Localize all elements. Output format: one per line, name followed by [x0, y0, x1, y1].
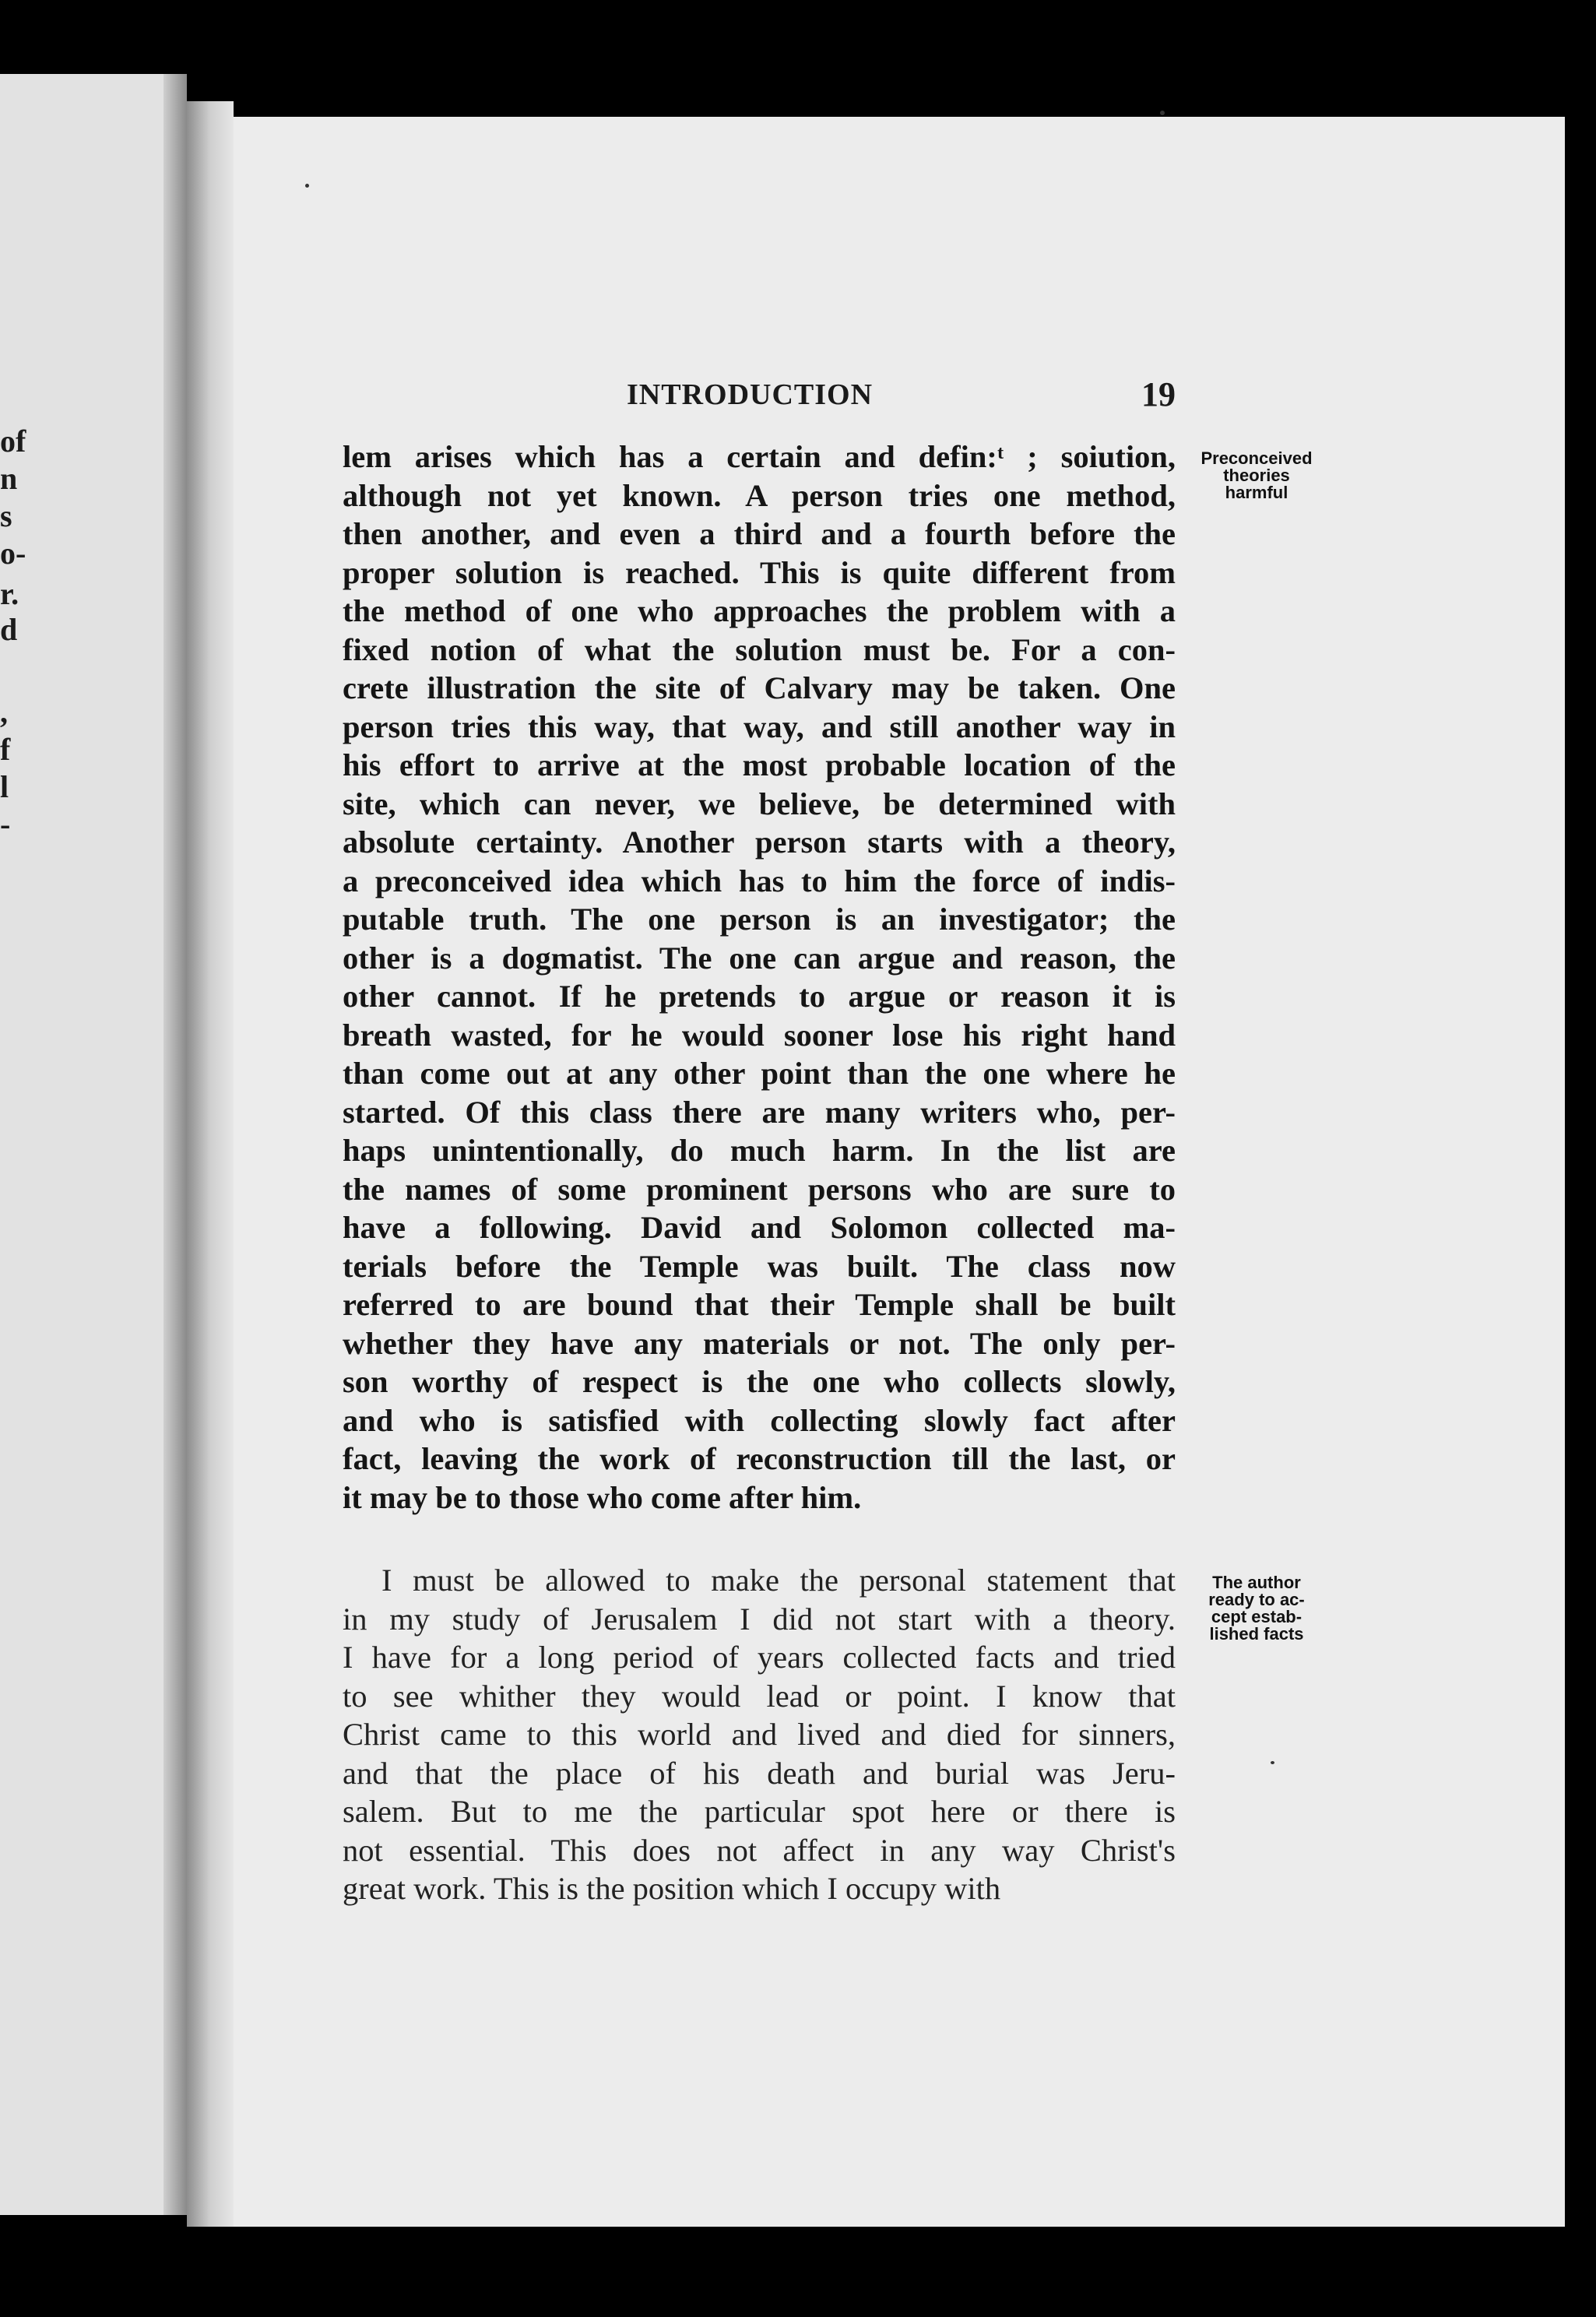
running-head: INTRODUCTION — [627, 378, 874, 411]
text-line: the method of one who approaches the problem with a — [343, 593, 1176, 628]
text-line: fixed notion of what the solution must be. For a con- — [343, 631, 1176, 667]
text-line: haps unintentionally, do much harm. In the list are — [343, 1133, 1176, 1168]
text-line: son worthy of respect is the one who collects slowly, — [343, 1364, 1176, 1399]
left-fragment: s — [0, 498, 12, 533]
left-fragment: of — [0, 424, 26, 459]
left-fragment: , — [0, 694, 8, 730]
marginal-note-line: harmful — [1225, 483, 1288, 502]
text-line: lem arises which has a certain and defin:ᵗ ; soiution, — [343, 439, 1176, 474]
text-line: to see whither they would lead or point. I know that — [343, 1678, 1176, 1714]
scan-speck — [1160, 111, 1165, 115]
text-line: terials before the Temple was built. The class now — [343, 1248, 1176, 1284]
paragraph — [343, 1561, 1176, 1908]
left-fragment: r. — [0, 576, 19, 611]
left-fragment: o- — [0, 536, 26, 571]
left-fragment: l — [0, 769, 9, 804]
text-line: site, which can never, we believe, be determined with — [343, 786, 1176, 821]
text-line: absolute certainty. Another person starts with a theory, — [343, 824, 1176, 860]
text-line: his effort to arrive at the most probable location of the — [343, 747, 1176, 782]
text-line: fact, leaving the work of reconstruction till the last, or — [343, 1441, 1176, 1476]
text-line: putable truth. The one person is an investigator; the — [343, 902, 1176, 937]
paragraph — [343, 438, 1176, 1517]
marginal-note-line: Preconceived — [1201, 448, 1313, 468]
text-line: then another, and even a third and a fourth before the — [343, 516, 1176, 551]
scan-speck — [1271, 1761, 1274, 1764]
text-line: crete illustration the site of Calvary may be taken. One — [343, 670, 1176, 705]
facing-page — [0, 74, 187, 2215]
text-line: other cannot. If he pretends to argue or reason it is — [343, 979, 1176, 1014]
text-line: and that the place of his death and burial was Jeru- — [343, 1755, 1176, 1791]
marginal-note — [1186, 450, 1327, 501]
page-gutter-shadow — [163, 74, 187, 2215]
text-line: breath wasted, for he would sooner lose his right hand — [343, 1017, 1176, 1053]
left-fragment: n — [0, 461, 18, 496]
page-edge — [187, 101, 234, 2227]
text-line: I have for a long period of years collected facts and tried — [343, 1640, 1176, 1675]
marginal-note-line: lished facts — [1209, 1624, 1304, 1644]
text-line: referred to are bound that their Temple shall be built — [343, 1287, 1176, 1322]
left-fragment: d — [0, 612, 18, 647]
marginal-note — [1186, 1574, 1327, 1643]
text-line: in my study of Jerusalem I did not start with a theory. — [343, 1601, 1176, 1637]
text-line: great work. This is the position which I occupy with — [343, 1871, 1001, 1906]
marginal-note-line: cept estab- — [1211, 1607, 1302, 1626]
text-line: Christ came to this world and lived and died for sinners, — [343, 1717, 1176, 1752]
text-line: not essential. This does not affect in any way Christ's — [343, 1832, 1176, 1868]
marginal-note-line: theories — [1223, 466, 1290, 485]
page-number: 19 — [1141, 375, 1176, 413]
text-line: other is a dogmatist. The one can argue and reason, the — [343, 940, 1176, 976]
text-line: salem. But to me the particular spot here or there is — [343, 1794, 1176, 1829]
text-line: and who is satisfied with collecting slowly fact after — [343, 1402, 1176, 1438]
text-line: whether they have any materials or not. The only per- — [343, 1325, 1176, 1361]
text-line: than come out at any other point than the one where he — [343, 1056, 1176, 1091]
text-line: have a following. David and Solomon collected ma- — [343, 1210, 1176, 1245]
marginal-note-line: ready to ac- — [1208, 1590, 1305, 1609]
text-line: I must be allowed to make the personal statement that — [381, 1563, 1176, 1598]
text-line: it may be to those who come after him. — [343, 1479, 862, 1515]
left-fragment: - — [0, 807, 11, 842]
text-line: started. Of this class there are many writers who, per- — [343, 1094, 1176, 1130]
text-line: proper solution is reached. This is quite different from — [343, 554, 1176, 590]
text-line: person tries this way, that way, and still another way in — [343, 708, 1176, 744]
scan-speck — [305, 184, 309, 188]
text-line: a preconceived idea which has to him the force of indis- — [343, 863, 1176, 898]
left-fragment: f — [0, 732, 11, 767]
text-line: the names of some prominent persons who are sure to — [343, 1171, 1176, 1207]
text-line: although not yet known. A person tries one method, — [343, 477, 1176, 513]
marginal-note-line: The author — [1212, 1573, 1301, 1592]
page-header — [343, 375, 1176, 417]
